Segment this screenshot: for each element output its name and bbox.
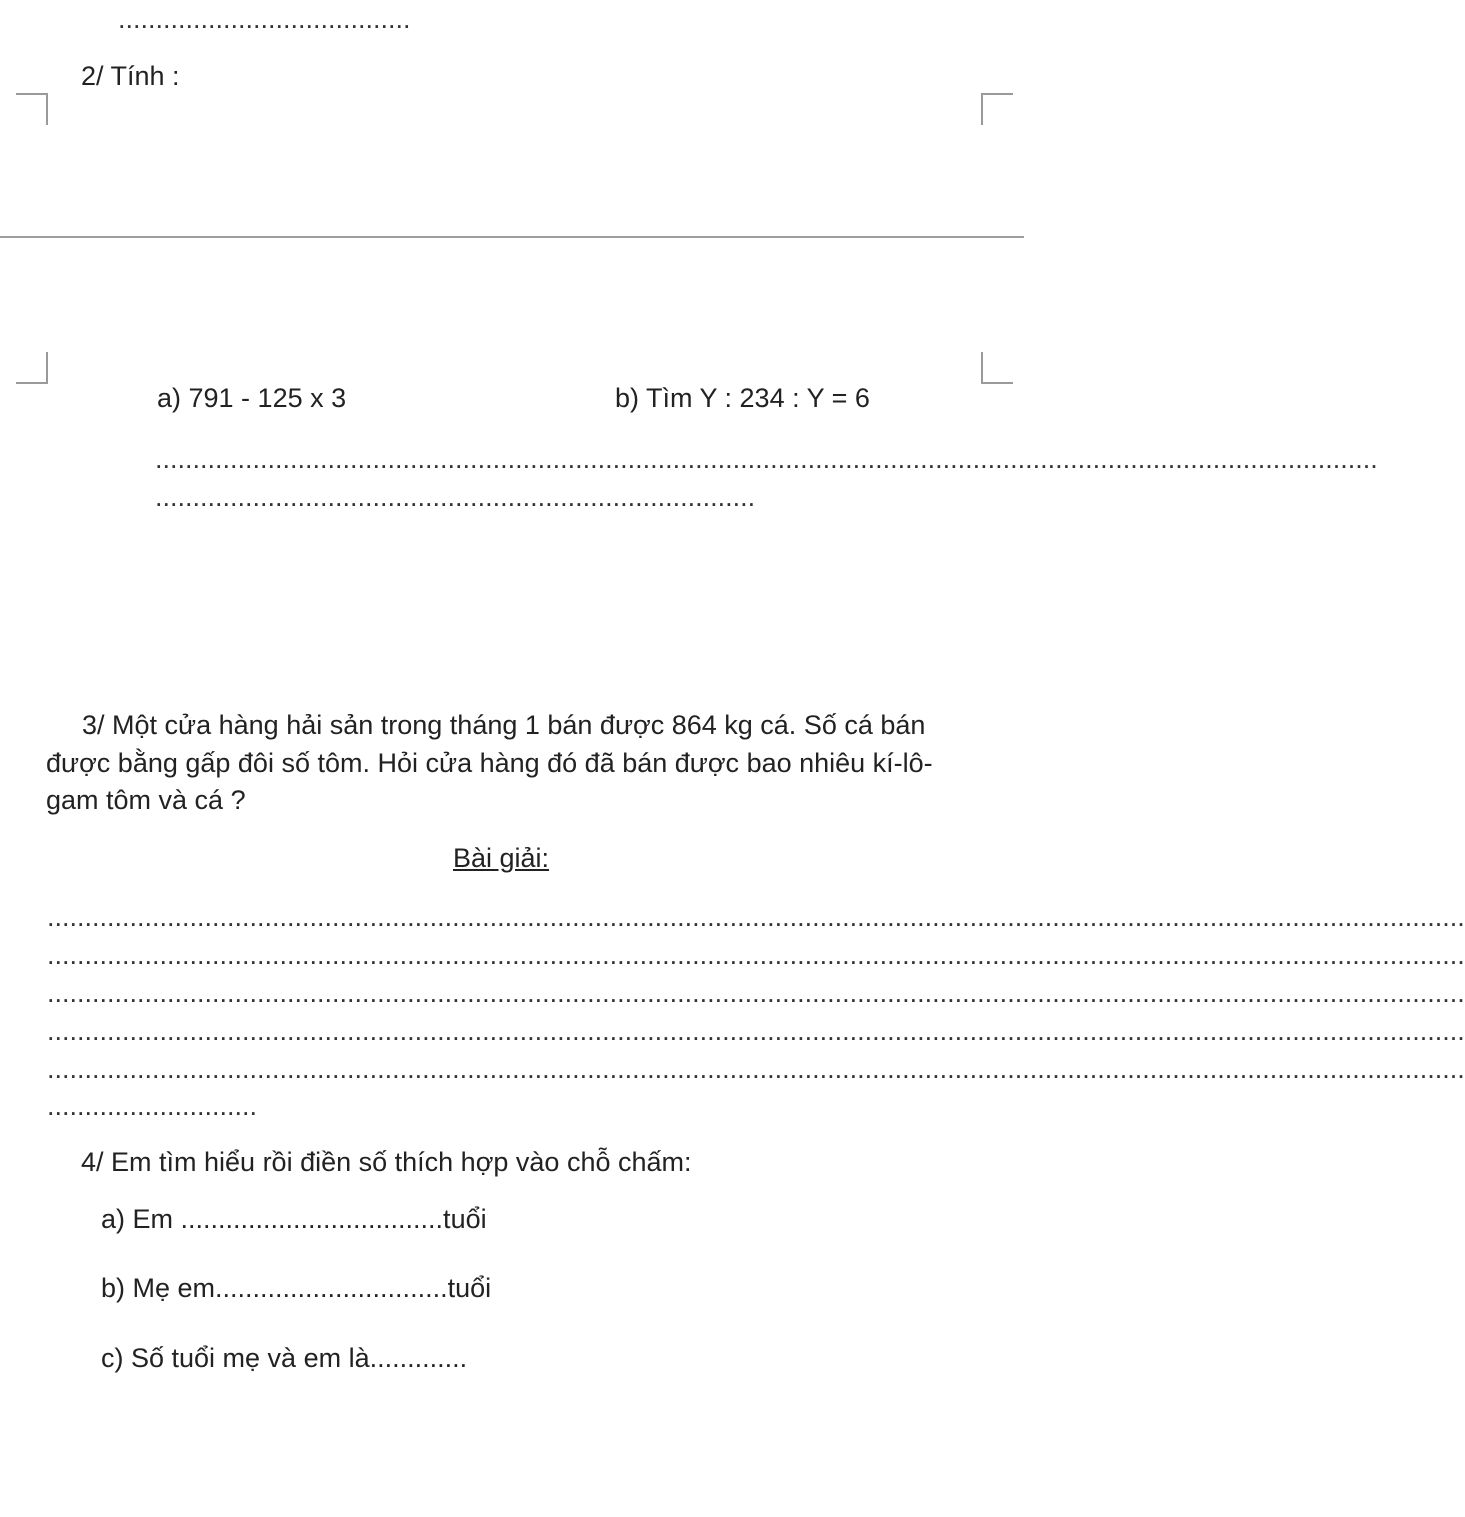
q2-answer-line-2: ................................................................................ bbox=[155, 482, 756, 512]
q3-text: 3/ Một cửa hàng hải sản trong tháng 1 bán được 864 kg cá. Số cá bán được bằng gấp đôi số tôm. Hỏi cửa hàng đó đã bán được bao nhiêu kí-lô-gam tôm và cá ? bbox=[46, 710, 933, 815]
q4-item-b: b) Mẹ em...............................tuổi bbox=[101, 1273, 492, 1303]
q4-item-c: c) Số tuổi mẹ và em là............. bbox=[101, 1343, 468, 1373]
answer-line-5: ............................................................................................................................................................................................. bbox=[47, 1054, 1465, 1084]
q4-item-a: a) Em ...................................tuổi bbox=[101, 1204, 487, 1234]
answer-line-3: ............................................................................................................................................................................................. bbox=[47, 978, 1465, 1008]
answer-line-6: ............................ bbox=[47, 1091, 258, 1121]
corner-mark-bottom-left bbox=[16, 352, 48, 384]
corner-mark-bottom-right bbox=[981, 352, 1013, 384]
corner-mark-top-left bbox=[16, 93, 48, 125]
answer-line-2: ............................................................................................................................................................................................. bbox=[47, 940, 1465, 970]
answer-line-4: ............................................................................................................................................................................................. bbox=[47, 1016, 1465, 1046]
answer-line-1: ............................................................................................................................................................................................. bbox=[47, 902, 1465, 932]
header-dots: ....................................... bbox=[118, 4, 411, 34]
q2-title: 2/ Tính : bbox=[81, 61, 180, 91]
page-break-divider bbox=[0, 236, 1024, 238]
q2-answer-line-1: ................................................................................................................................................................... bbox=[155, 444, 1378, 474]
q3-problem-text bbox=[46, 707, 981, 820]
corner-mark-top-right bbox=[981, 93, 1013, 125]
solution-title: Bài giải: bbox=[453, 843, 550, 873]
q4-title: 4/ Em tìm hiểu rồi điền số thích hợp vào chỗ chấm: bbox=[81, 1147, 692, 1177]
q2-part-b: b) Tìm Y : 234 : Y = 6 bbox=[615, 383, 870, 413]
q2-part-a: a) 791 - 125 x 3 bbox=[157, 383, 347, 413]
